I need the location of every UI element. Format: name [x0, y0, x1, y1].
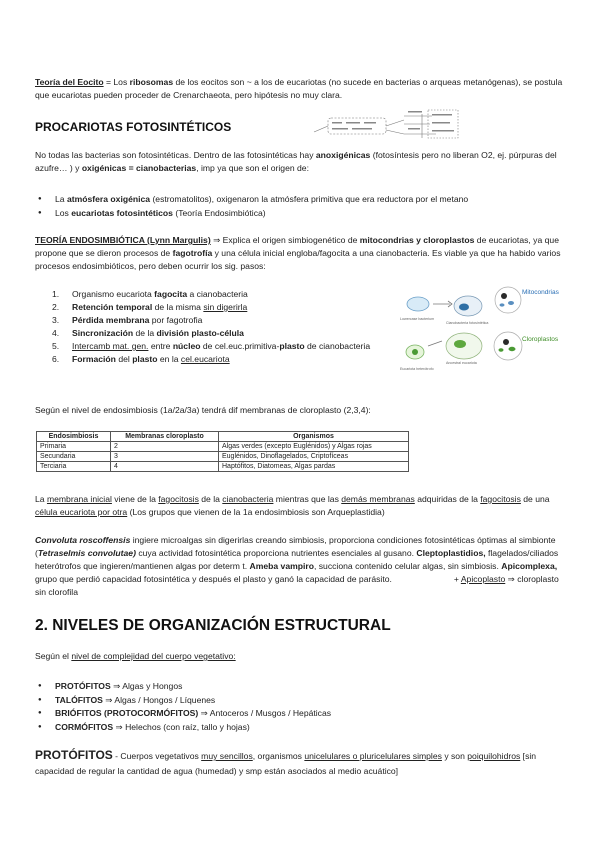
list-item: ● TALÓFITOS ⇒ Algas / Hongos / Líquenes — [35, 694, 555, 708]
list-item: 1. Organismo eucariota fagocita a cianobacteria — [52, 289, 248, 299]
list-item: ● La atmósfera oxigénica (estromatolitos), oxigenaron la atmósfera primitiva que era reductora por el metano — [35, 193, 555, 207]
list-item: ● CORMÓFITOS ⇒ Helechos (con raíz, tallo y hojas) — [35, 721, 555, 735]
list-item: ● BRIÓFITOS (PROTOCORMÓFITOS) ⇒ Antoceros / Musgos / Hepáticas — [35, 707, 555, 721]
membrana-paragraph: La membrana inicial viene de la fagocitosis de la cianobacteria mientras que las demás membranas adquiridas de la fagocitosis de una célula eucariota por otra (Los grupos que vienen de la 1a endosimbiosis son Arqueplastidia) — [35, 494, 550, 517]
list-item: 2. Retención temporal de la misma sin digerirla — [52, 302, 248, 312]
list-item: 5. Intercamb mat. gen. entre núcleo de cel.euc.primitiva-plasto de cianobacteria — [52, 341, 371, 351]
endosimbiotica-paragraph: TEORÍA ENDOSIMBIÓTICA (Lynn Margulis) ⇒ Explica el origen simbiogenético de mitocondrias y cloroplastos de eucariotas, ya que propone que se dieron procesos de fagotrofía y una célula inicial engloba/fagocita a una cianobacteria. Es viable ya que ha habido varios procesos endosimbióticos, pero deben ocurrir los sig. pasos: — [35, 235, 561, 271]
niveles-bullets — [35, 680, 555, 734]
list-item: ● Los eucariotas fotosintéticos (Teoría Endosimbiótica) — [35, 207, 555, 221]
svg-text:Cianobacteria fotosintética: Cianobacteria fotosintética — [446, 321, 489, 325]
eocito-paragraph: Teoría del Eocito = Los ribosomas de los eocitos son ~ a los de eucariotas (no sucede en bacterias o arqueas metanógenas), se postula que eucariotas pueden proceder de Crenarchaeota, pero hipótesis no muy clara. — [35, 77, 563, 100]
niveles-heading: 2. NIVELES DE ORGANIZACIÓN ESTRUCTURAL — [35, 617, 391, 634]
procariotas-paragraph: No todas las bacterias son fotosintéticas. Dentro de las fotosintéticas hay anoxigénicas (fotosíntesis pero no liberan O2, ej. púrpuras del azufre… ) y oxigénicas = cianobacterias, imp ya que son el origen de: — [35, 150, 557, 173]
list-item: ● PROTÓFITOS ⇒ Algas y Hongos — [35, 680, 555, 694]
procariotas-bullets — [35, 193, 555, 220]
protofitos-paragraph: PROTÓFITOS - Cuerpos vegetativos muy sencillos, organismos unicelulares o pluricelulares simples y son poiquilohidros [sin capacidad de regular la cantidad de agua (humedad) y smp están asociados al medio acuático] — [35, 748, 537, 776]
procariotas-heading: PROCARIOTAS FOTOSINTÉTICOS — [35, 120, 232, 134]
table-header-row: Endosimbiosis Membranas cloroplasto Organismos — [37, 432, 409, 442]
list-item: 4. Sincronización de la división plasto-célula — [52, 328, 244, 338]
svg-text:Lowercase bacterium: Lowercase bacterium — [400, 317, 435, 321]
endosimbiotica-title: TEORÍA ENDOSIMBIÓTICA (Lynn Margulis) — [35, 235, 211, 245]
list-item: 3. Pérdida membrana por fagotrofia — [52, 315, 203, 325]
niveles-intro: Según el nivel de complejidad del cuerpo vegetativo: — [35, 651, 236, 661]
svg-text:Eucariota heterótrofo: Eucariota heterótrofo — [400, 367, 434, 371]
endosimbiosis-level-text: Según el nivel de endosimbiosis (1a/2a/3a) tendrá dif membranas de cloroplasto (2,3,4): — [35, 405, 371, 415]
svg-text:Ancestral eucariota: Ancestral eucariota — [446, 361, 477, 365]
convoluta-paragraph: Convoluta roscoffensis ingiere microalgas sin digerirlas creando simbiosis, proporciona condiciones fotosintéticas óptimas al simbionte (Tetraselmis convolutae) cuya actividad fotosintética proporciona nutrientes esenciales al gusano. Cleptoplastidios, flagelados/ciliados heterótrofos que ingieren/mantienen algas por determ t. Ameba vampiro, succiona contenido celular algas, sin simbiosis. Apicomplexa, grupo que perdió capacidad fotosintética y después el plasto y ganó la capacidad de parásito. + Apicoplasto ⇒ cloroplasto sin clorofila — [35, 535, 559, 597]
table-row: Primaria 2 Algas verdes (excepto Euglénidos) y Algas rojas — [37, 442, 409, 452]
endosimbiosis-steps — [52, 288, 372, 366]
table-row: Terciaria 4 Haptófitos, Diatomeas, Algas pardas — [37, 462, 409, 472]
table-row: Secundaria 3 Euglénidos, Dinoflagelados, Criptofíceas — [37, 452, 409, 462]
list-item: 6. Formación del plasto en la cel.eucariota — [52, 354, 230, 364]
endosymbiosis-figure — [398, 286, 578, 386]
phylogeny-diagram — [312, 108, 462, 142]
figure-label-mitocondrias: Mitocondrias — [522, 289, 559, 296]
endosymbiosis-table — [36, 431, 409, 472]
eocito-title: Teoría del Eocito — [35, 77, 104, 87]
figure-label-cloroplastos: Cloroplastos — [522, 336, 559, 343]
